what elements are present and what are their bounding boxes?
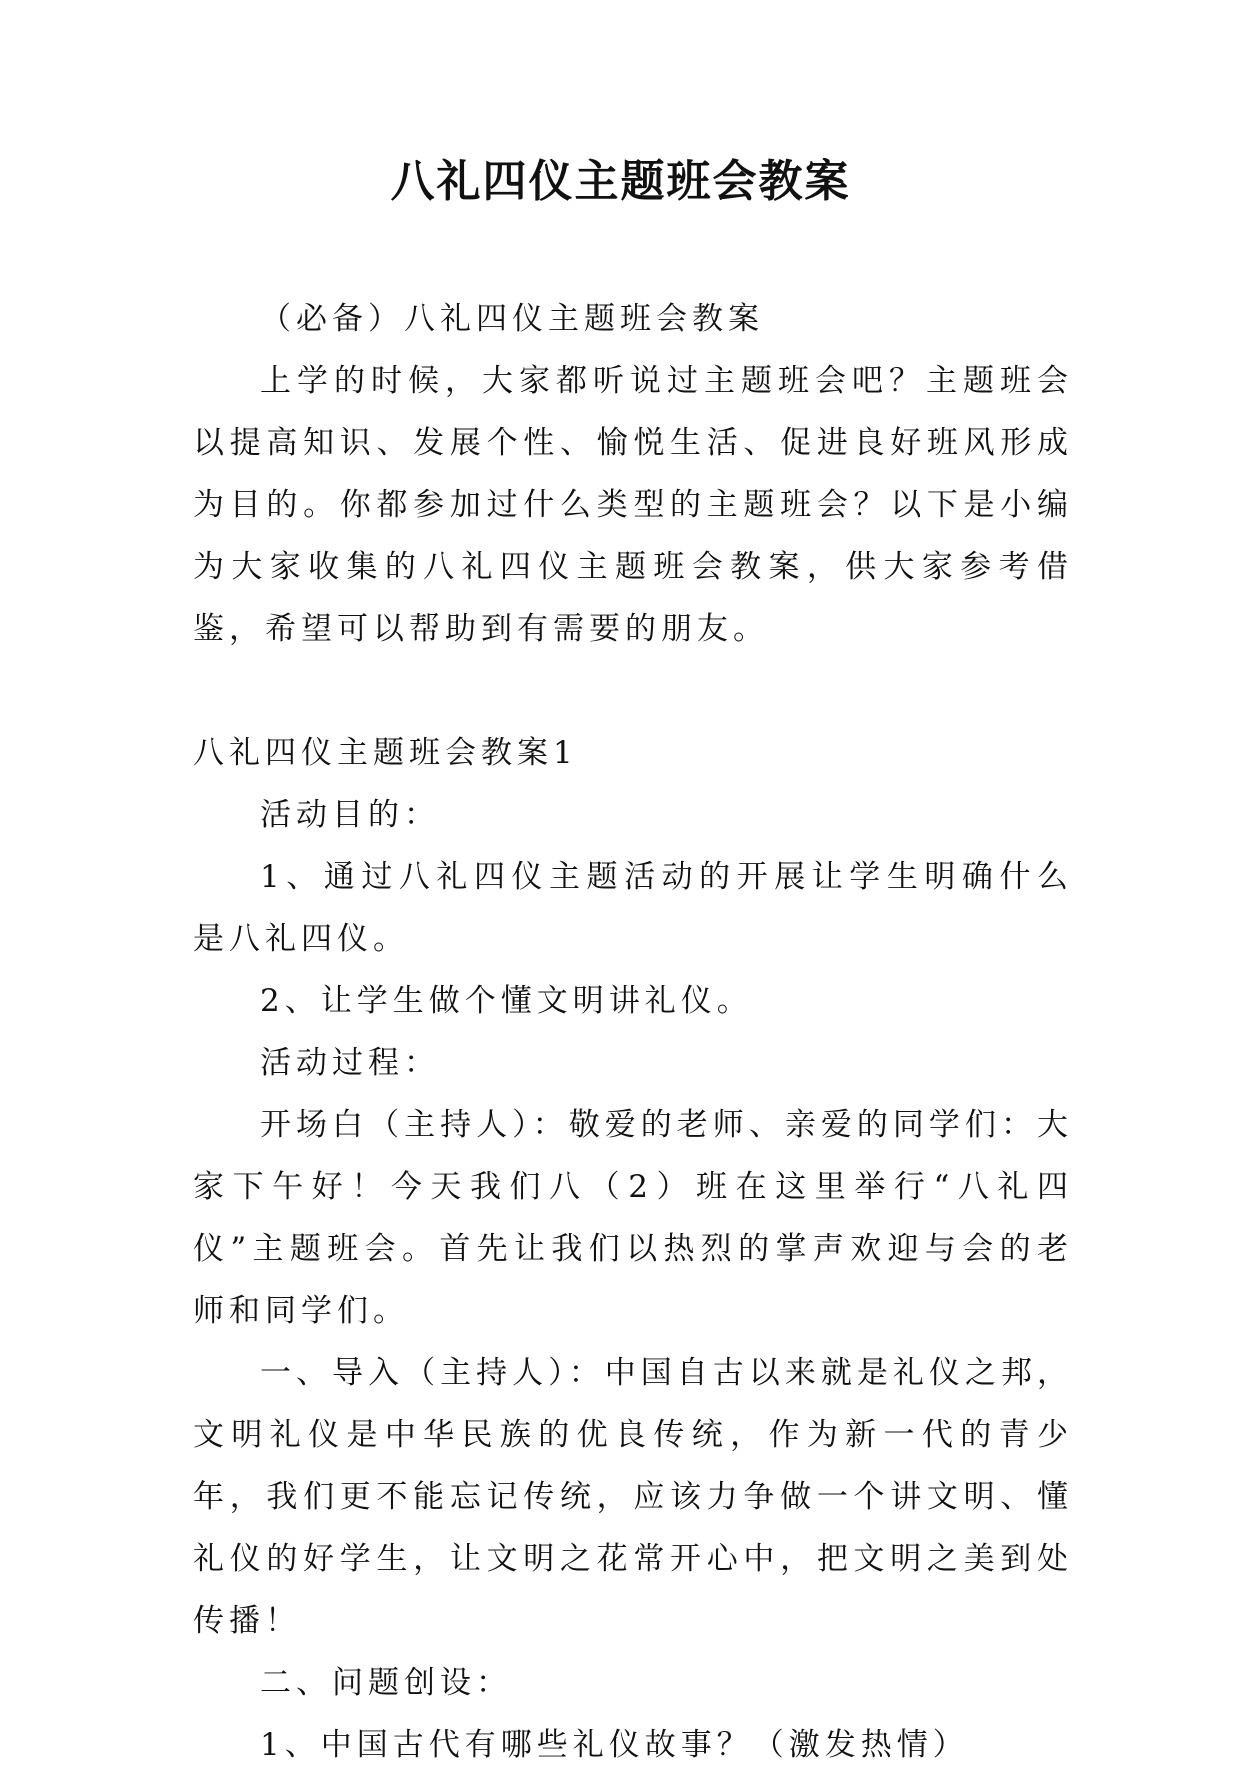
section-spacer (193, 660, 1073, 722)
paragraph-opening: 开场白（主持人）：敬爱的老师、亲爱的同学们：大家下午好！今天我们八（2）班在这里举行“八礼四仪”主题班会。首先让我们以热烈的掌声欢迎与会的老师和同学们。 (193, 1107, 1073, 1329)
paragraph-purpose-label: 活动目的： (260, 797, 440, 833)
document-title: 八礼四仪主题班会教案 (390, 156, 851, 207)
paragraph-question-1: 1、中国古代有哪些礼仪故事？（激发热情） (260, 1727, 969, 1763)
document-body (193, 288, 1073, 1776)
paragraph-purpose-2: 2、让学生做个懂文明讲礼仪。 (260, 983, 753, 1019)
intro-paragraph: 上学的时候，大家都听说过主题班会吧？主题班会以提高知识、发展个性、愉悦生活、促进良好班风形成为目的。你都参加过什么类型的主题班会？以下是小编为大家收集的八礼四仪主题班会教案，供大家参考借鉴，希望可以帮助到有需要的朋友。 (193, 363, 1073, 647)
section-heading: 八礼四仪主题班会教案1 (193, 735, 578, 771)
paragraph-introduction: 一、导入（主持人）：中国自古以来就是礼仪之邦，文明礼仪是中华民族的优良传统，作为新一代的青少年，我们更不能忘记传统，应该力争做一个讲文明、懂礼仪的好学生，让文明之花常开心中，把文明之美到处传播！ (193, 1355, 1073, 1639)
paragraph-process-label: 活动过程： (260, 1045, 440, 1081)
paragraph-question-label: 二、问题创设： (260, 1665, 512, 1701)
intro-label: （必备）八礼四仪主题班会教案 (260, 301, 764, 337)
paragraph-purpose-1: 1、通过八礼四仪主题活动的开展让学生明确什么是八礼四仪。 (193, 859, 1073, 957)
